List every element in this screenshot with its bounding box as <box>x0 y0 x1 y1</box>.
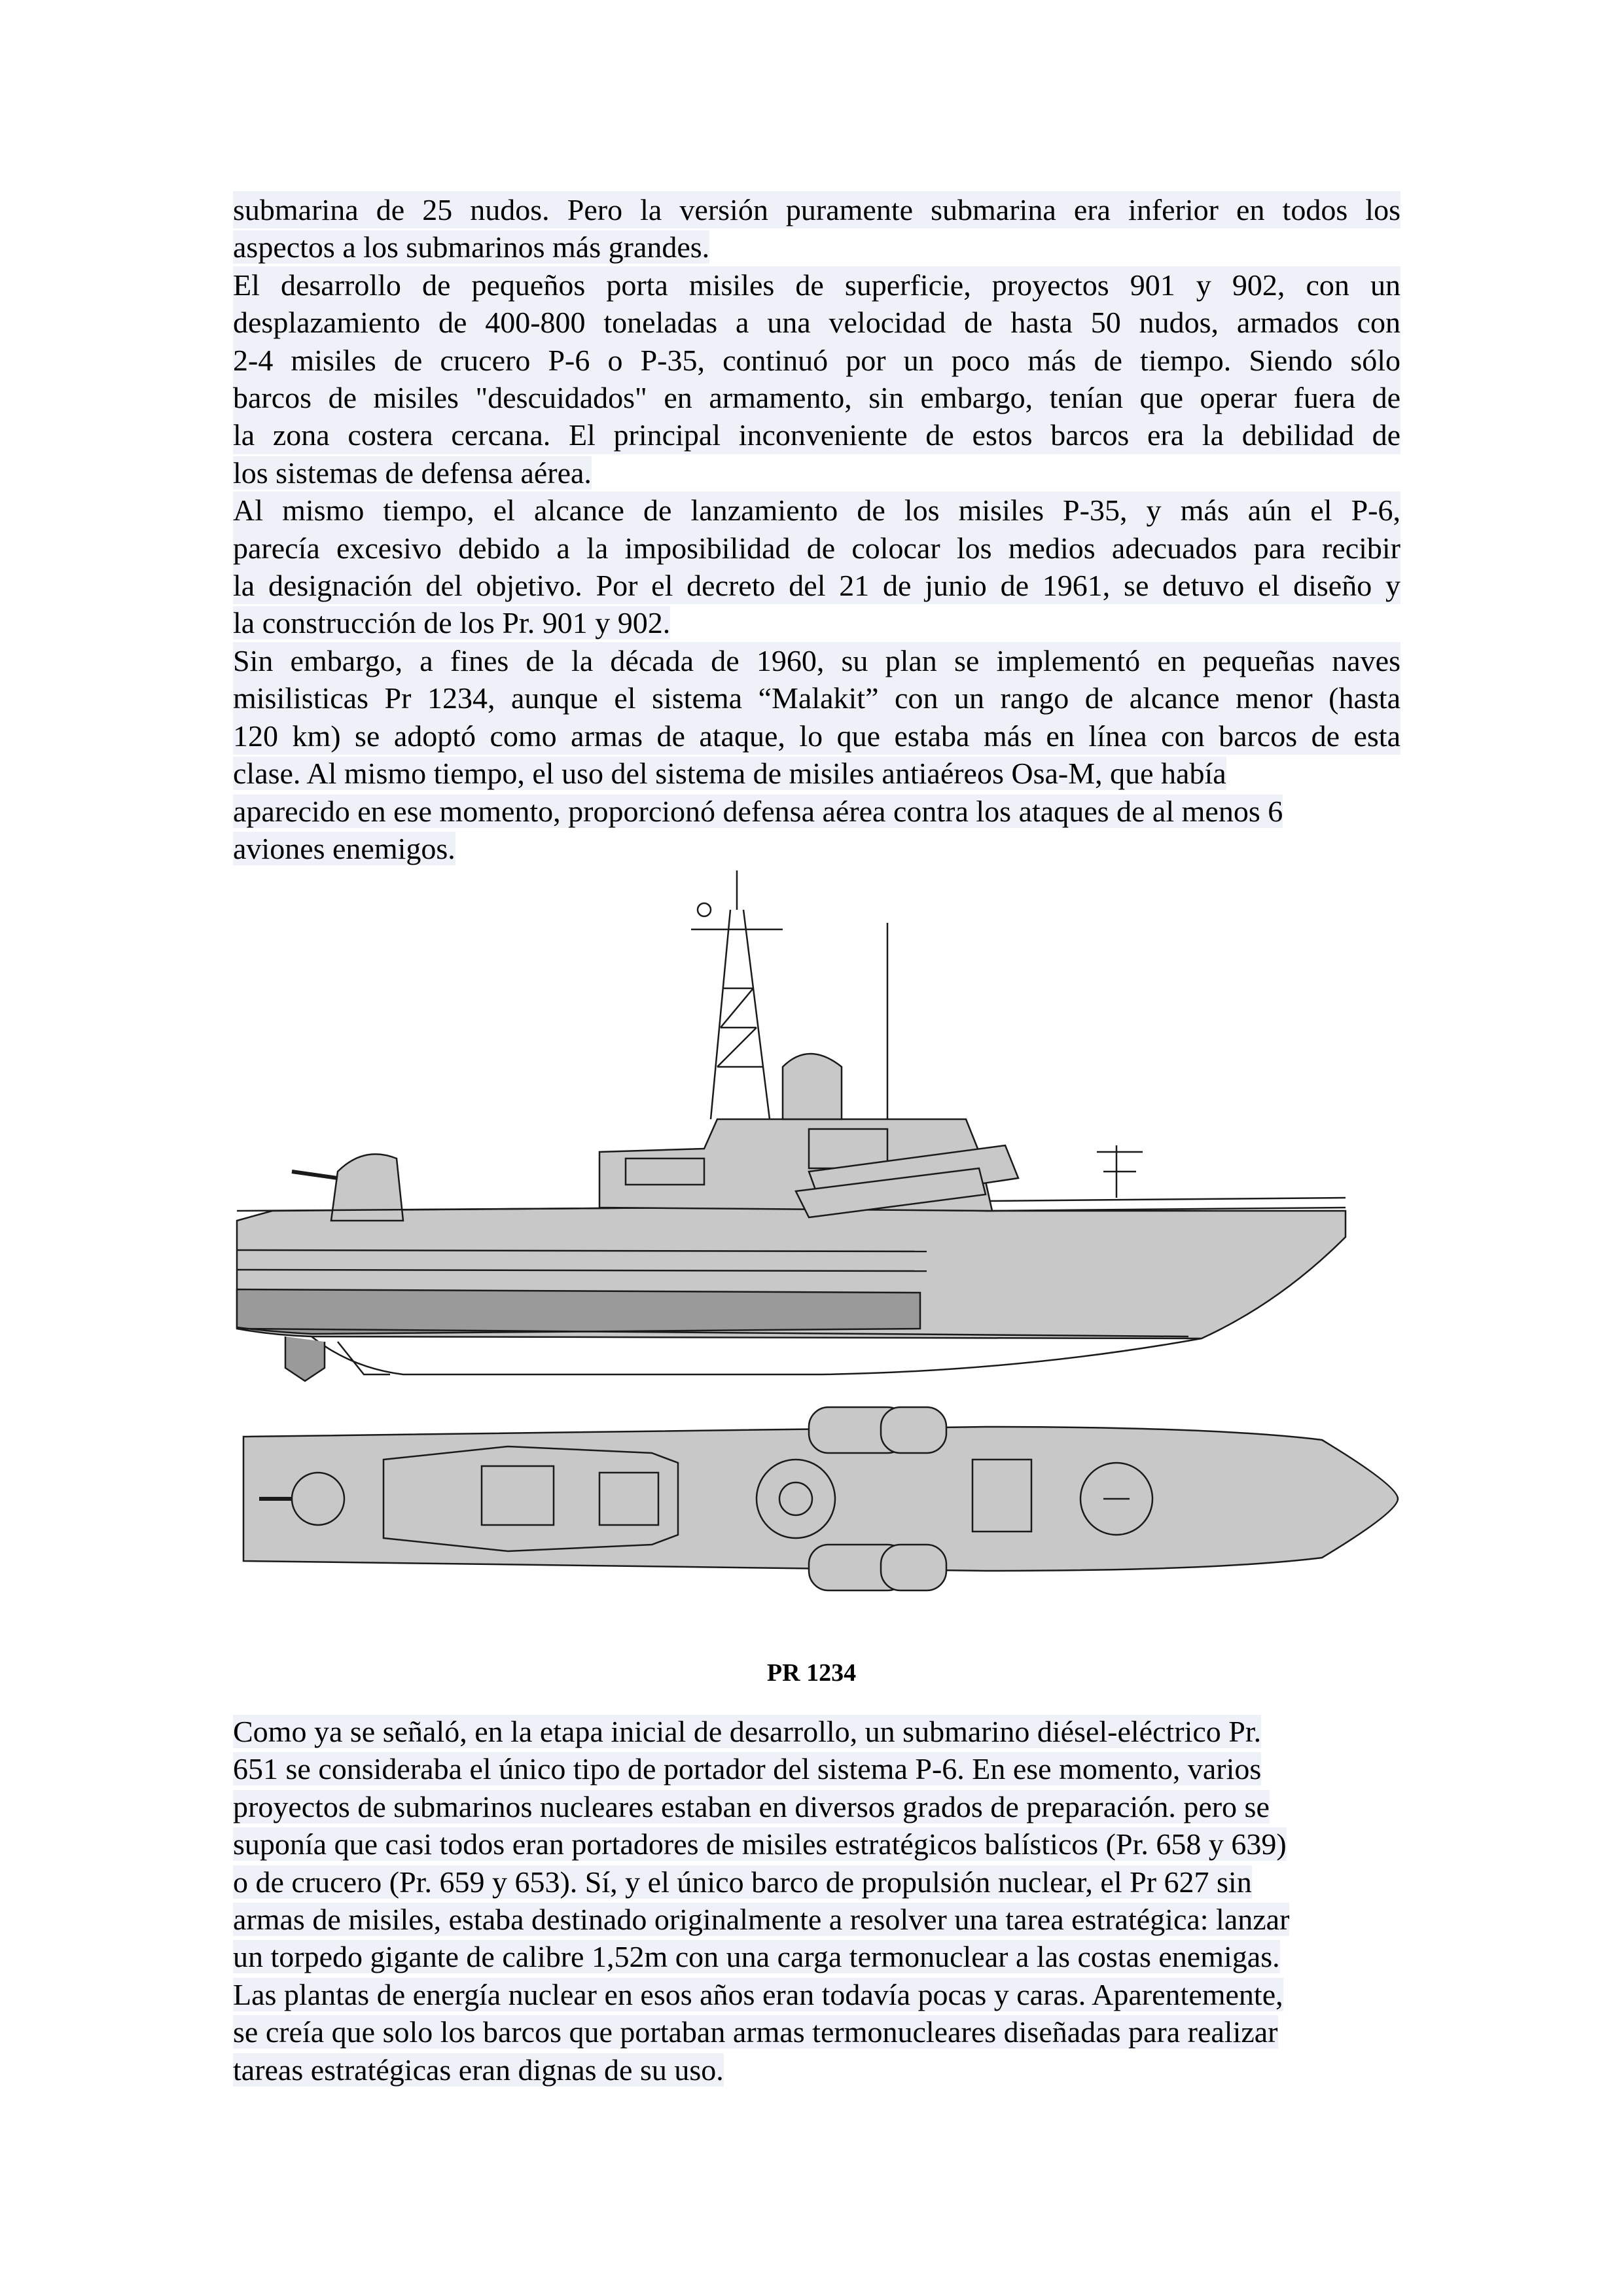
text-line: parecía excesivo debido a la imposibilidad de colocar los medios adecuados para recibir <box>233 529 1400 567</box>
text-line: 120 km) se adoptó como armas de ataque, lo que estaba más en línea con barcos de esta <box>233 717 1400 755</box>
text-line: submarina de 25 nudos. Pero la versión puramente submarina era inferior en todos los <box>233 191 1400 228</box>
text-line: la designación del objetivo. Por el decreto del 21 de junio de 1961, se detuvo el diseño y <box>233 567 1400 604</box>
figure-caption: PR 1234 <box>766 1659 857 1687</box>
text-block-top <box>233 191 1400 867</box>
text-block-bottom <box>233 1713 1400 2089</box>
text-line: Al mismo tiempo, el alcance de lanzamiento de los misiles P-35, y más aún el P-6, <box>233 492 1400 529</box>
text-line: aviones enemigos. <box>233 831 455 865</box>
text-line: desplazamiento de 400-800 toneladas a una velocidad de hasta 50 nudos, armados con <box>233 304 1400 341</box>
paragraph-3 <box>233 492 1400 642</box>
rudder-propeller <box>285 1336 325 1381</box>
text-line: 651 se consideraba el único tipo de portador del sistema P-6. En ese momento, varios <box>233 1752 1262 1786</box>
radar-dome <box>783 1054 842 1119</box>
text-line: los sistemas de defensa aérea. <box>233 456 592 490</box>
text-line: la construcción de los Pr. 901 y 902. <box>233 606 671 640</box>
text-line: El desarrollo de pequeños porta misiles de superficie, proyectos 901 y 902, con un <box>233 266 1400 304</box>
text-line: o de crucero (Pr. 659 y 653). Sí, y el único barco de propulsión nuclear, el Pr 627 sin <box>233 1865 1252 1899</box>
text-line: un torpedo gigante de calibre 1,52m con una carga termonuclear a las costas enemigas. <box>233 1940 1280 1974</box>
text-line: 2-4 misiles de crucero P-6 o P-35, continuó por un poco más de tiempo. Siendo sólo <box>233 342 1400 379</box>
ship-drawing-figure <box>233 870 1400 1636</box>
text-line: tareas estratégicas eran dignas de su uso. <box>233 2053 724 2087</box>
text-line: clase. Al mismo tiempo, el uso del sistema de misiles antiaéreos Osa-M, que había <box>233 757 1226 791</box>
ship-side-view <box>237 870 1346 1381</box>
paragraph-2 <box>233 266 1400 492</box>
paragraph-4 <box>233 642 1400 867</box>
main-mast <box>691 870 783 1119</box>
paragraph-5 <box>233 1713 1400 2089</box>
text-line: se creía que solo los barcos que portaban armas termonucleares diseñadas para realizar <box>233 2015 1278 2049</box>
text-line: misilisticas Pr 1234, aunque el sistema “Malakit” con un rango de alcance menor (hasta <box>233 679 1400 717</box>
text-line: suponía que casi todos eran portadores de misiles estratégicos balísticos (Pr. 658 y 639) <box>233 1827 1287 1861</box>
text-line: barcos de misiles "descuidados" en armamento, sin embargo, tenían que operar fuera de <box>233 379 1400 416</box>
text-line: aparecido en ese momento, proporcionó defensa aérea contra los ataques de al menos 6 <box>233 794 1283 828</box>
hull-stripe <box>237 1289 920 1334</box>
text-line: Sin embargo, a fines de la década de 1960, su plan se implementó en pequeñas naves <box>233 642 1400 679</box>
ship-top-view <box>243 1407 1398 1590</box>
text-line: Las plantas de energía nuclear en esos años eran todavía pocas y caras. Aparentemente, <box>233 1977 1283 2011</box>
gun-plan <box>292 1473 344 1525</box>
text-line: Como ya se señaló, en la etapa inicial de desarrollo, un submarino diésel-eléctrico Pr. <box>233 1715 1262 1748</box>
paragraph-1 <box>233 191 1400 266</box>
text-line: proyectos de submarinos nucleares estaban en diversos grados de preparación. pero se <box>233 1789 1270 1823</box>
text-line: armas de misiles, estaba destinado originalmente a resolver una tarea estratégica: lanzar <box>233 1903 1290 1937</box>
text-line: aspectos a los submarinos más grandes. <box>233 230 710 264</box>
text-line: la zona costera cercana. El principal inconveniente de estos barcos era la debilidad de <box>233 416 1400 454</box>
